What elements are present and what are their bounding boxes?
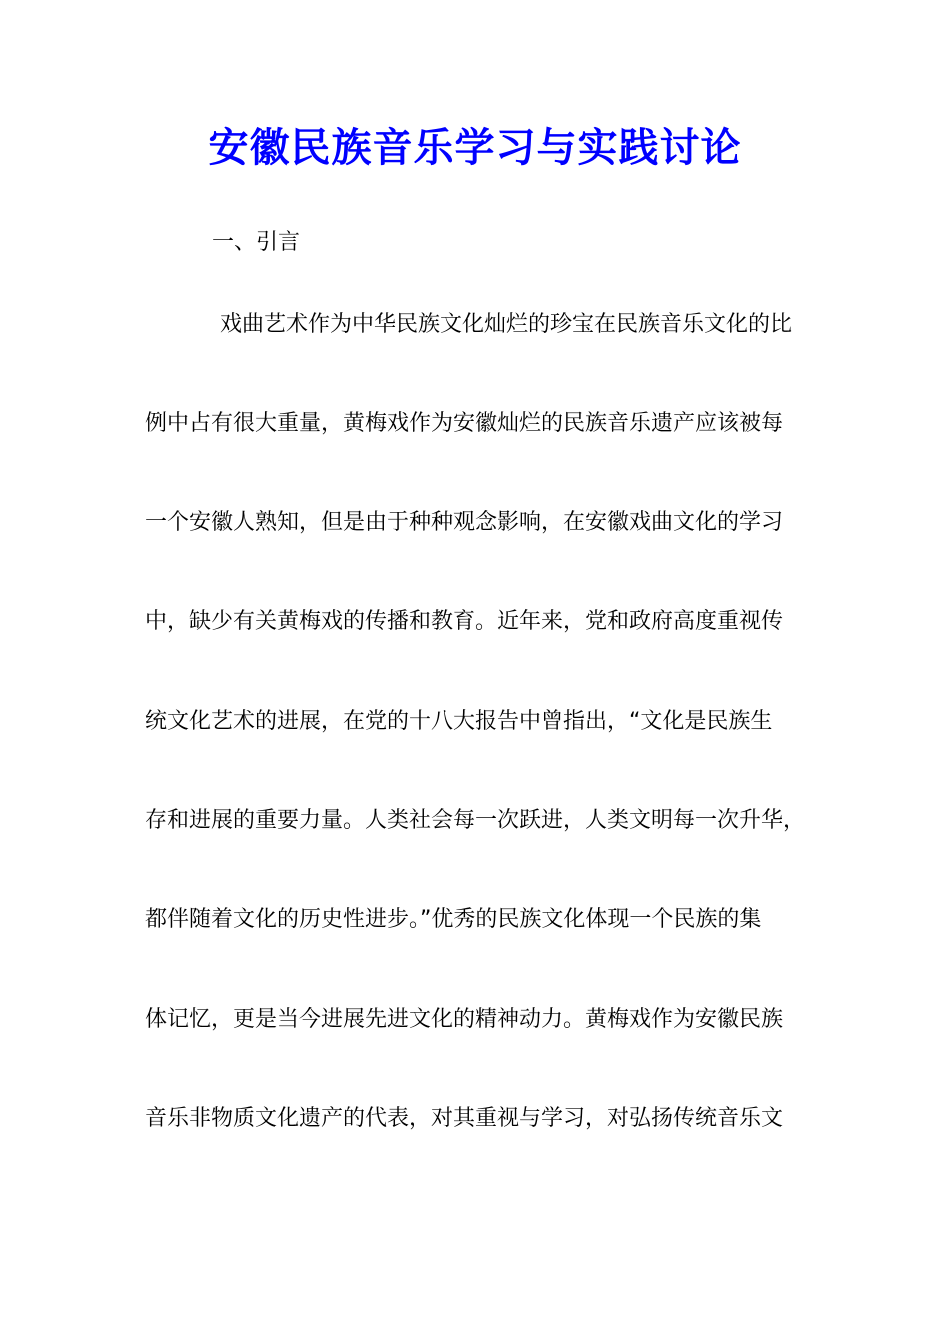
paragraph-line: 中，缺少有关黄梅戏的传播和教育。近年来，党和政府高度重视传 bbox=[145, 609, 784, 634]
paragraph-line: 统文化艺术的进展，在党的十八大报告中曾指出，“文化是民族生 bbox=[145, 709, 773, 734]
paragraph-line: 体记忆，更是当今进展先进文化的精神动力。黄梅戏作为安徽民族 bbox=[145, 1007, 784, 1032]
section-heading: 一、引言 bbox=[212, 230, 301, 255]
paragraph-line: 都伴随着文化的历史性进步。”优秀的民族文化体现一个民族的集 bbox=[145, 907, 762, 932]
paragraph-line: 戏曲艺术作为中华民族文化灿烂的珍宝在民族音乐文化的比 bbox=[220, 312, 793, 337]
paragraph-line: 一个安徽人熟知，但是由于种种观念影响，在安徽戏曲文化的学习 bbox=[145, 510, 784, 535]
document-title: 安徽民族音乐学习与实践讨论 bbox=[208, 124, 742, 171]
paragraph-line: 例中占有很大重量，黄梅戏作为安徽灿烂的民族音乐遗产应该被每 bbox=[145, 411, 784, 436]
paragraph-line: 音乐非物质文化遗产的代表，对其重视与学习，对弘扬传统音乐文 bbox=[145, 1106, 784, 1131]
paragraph-line: 存和进展的重要力量。人类社会每一次跃进，人类文明每一次升华， bbox=[145, 808, 806, 833]
